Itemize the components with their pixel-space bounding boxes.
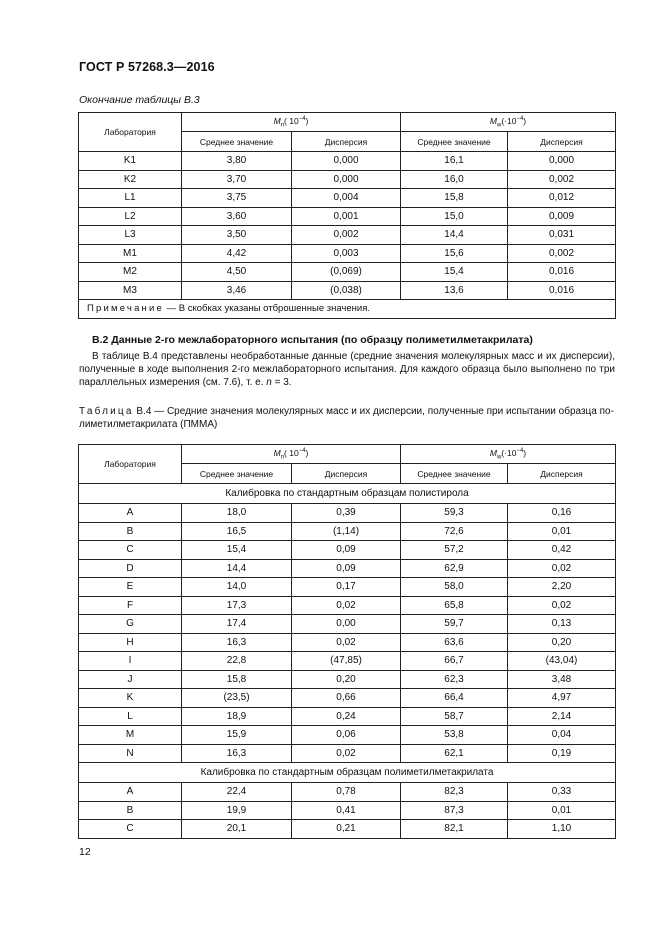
table-row: K2 3,70 0,000 16,0 0,002: [79, 170, 616, 189]
table-row: D 14,4 0,09 62,9 0,02: [79, 559, 616, 578]
table-row: C 15,4 0,09 57,2 0,42: [79, 541, 616, 560]
table-row: M 15,9 0,06 53,8 0,04: [79, 726, 616, 745]
table-row: I 22,8 (47,85) 66,7 (43,04): [79, 652, 616, 671]
table-b3-end: [78, 112, 616, 319]
header-mw-dispersion: Дисперсия: [508, 132, 616, 152]
header-mw-group: $M_w(\cdot 10^{-4})$: [401, 113, 616, 132]
header-laboratory: Лаборатория: [79, 445, 182, 484]
table-b4: [78, 444, 616, 839]
section-pmma: Калибровка по стандартным образцам полиметилметакрилата: [79, 763, 616, 783]
table-row: L2 3,60 0,001 15,0 0,009: [79, 207, 616, 226]
table-row: L1 3,75 0,004 15,8 0,012: [79, 189, 616, 208]
page-number: 12: [79, 846, 91, 858]
table-section-row: [79, 484, 616, 504]
header-mn-dispersion: Дисперсия: [292, 132, 401, 152]
header-mn-group: $M_n$( $10^{-4}$): [182, 113, 401, 132]
table-row: E 14,0 0,17 58,0 2,20: [79, 578, 616, 597]
header-laboratory: Лаборатория: [79, 113, 182, 152]
note-text: — В скобках указаны отброшенные значения.: [164, 303, 371, 315]
table-row: M3 3,46 (0,038) 13,6 0,016: [79, 281, 616, 300]
table-row: M1 4,42 0,003 15,6 0,002: [79, 244, 616, 263]
table-row: B 19,9 0,41 87,3 0,01: [79, 801, 616, 820]
table-continuation-caption: Окончание таблицы В.3: [79, 94, 200, 106]
table-b4-title: Таблица В.4 — Средние значения молекулярных масс и их дисперсии, полученные при испытании образца полиметилметакрилата (ПММА): [79, 406, 614, 431]
header-mn-group: $M_n$( $10^{-4}$): [182, 445, 401, 464]
header-mn-mean: Среднее значение: [182, 464, 292, 484]
section-polystyrene: Калибровка по стандартным образцам полистирола: [79, 484, 616, 504]
note-label: Примечание: [87, 303, 164, 315]
table-row: A 22,4 0,78 82,3 0,33: [79, 783, 616, 802]
table-row: F 17,3 0,02 65,8 0,02: [79, 596, 616, 615]
table-row: L 18,9 0,24 58,7 2,14: [79, 707, 616, 726]
header-mw-mean: Среднее значение: [401, 464, 508, 484]
table-row: A 18,0 0,39 59,3 0,16: [79, 504, 616, 523]
table-note-row: [79, 300, 616, 319]
table-row: L3 3,50 0,002 14,4 0,031: [79, 226, 616, 245]
section-heading-b2: В.2 Данные 2-го межлабораторного испытания (по образцу полиметилметакрилата): [92, 334, 533, 346]
header-mw-group: $M_w(\cdot 10^{-4})$: [401, 445, 616, 464]
table-row: K (23,5) 0,66 66,4 4,97: [79, 689, 616, 708]
table-row: J 15,8 0,20 62,3 3,48: [79, 670, 616, 689]
header-mn-mean: Среднее значение: [182, 132, 292, 152]
header-mw-mean: Среднее значение: [401, 132, 508, 152]
table-section-row: [79, 763, 616, 783]
section-b2-paragraph: В таблице В.4 представлены необработанные данные (средние значения молекулярных масс и их дисперсии), полученные в ходе выполнения 2-го межлабораторного испытания. Для каждого образца было выполнено по три параллельных измерения (см. 7.6), т. е. n = 3.: [79, 351, 615, 389]
header-mw-dispersion: Дисперсия: [508, 464, 616, 484]
table-row: N 16,3 0,02 62,1 0,19: [79, 744, 616, 763]
table-row: B 16,5 (1,14) 72,6 0,01: [79, 522, 616, 541]
table-row: K1 3,80 0,000 16,1 0,000: [79, 152, 616, 171]
document-header: ГОСТ Р 57268.3—2016: [79, 60, 215, 74]
table-row: C 20,1 0,21 82,1 1,10: [79, 820, 616, 839]
header-mn-dispersion: Дисперсия: [292, 464, 401, 484]
table-row: M2 4,50 (0,069) 15,4 0,016: [79, 263, 616, 282]
table-note: [79, 300, 616, 319]
table-row: G 17,4 0,00 59,7 0,13: [79, 615, 616, 634]
table-row: H 16,3 0,02 63,6 0,20: [79, 633, 616, 652]
